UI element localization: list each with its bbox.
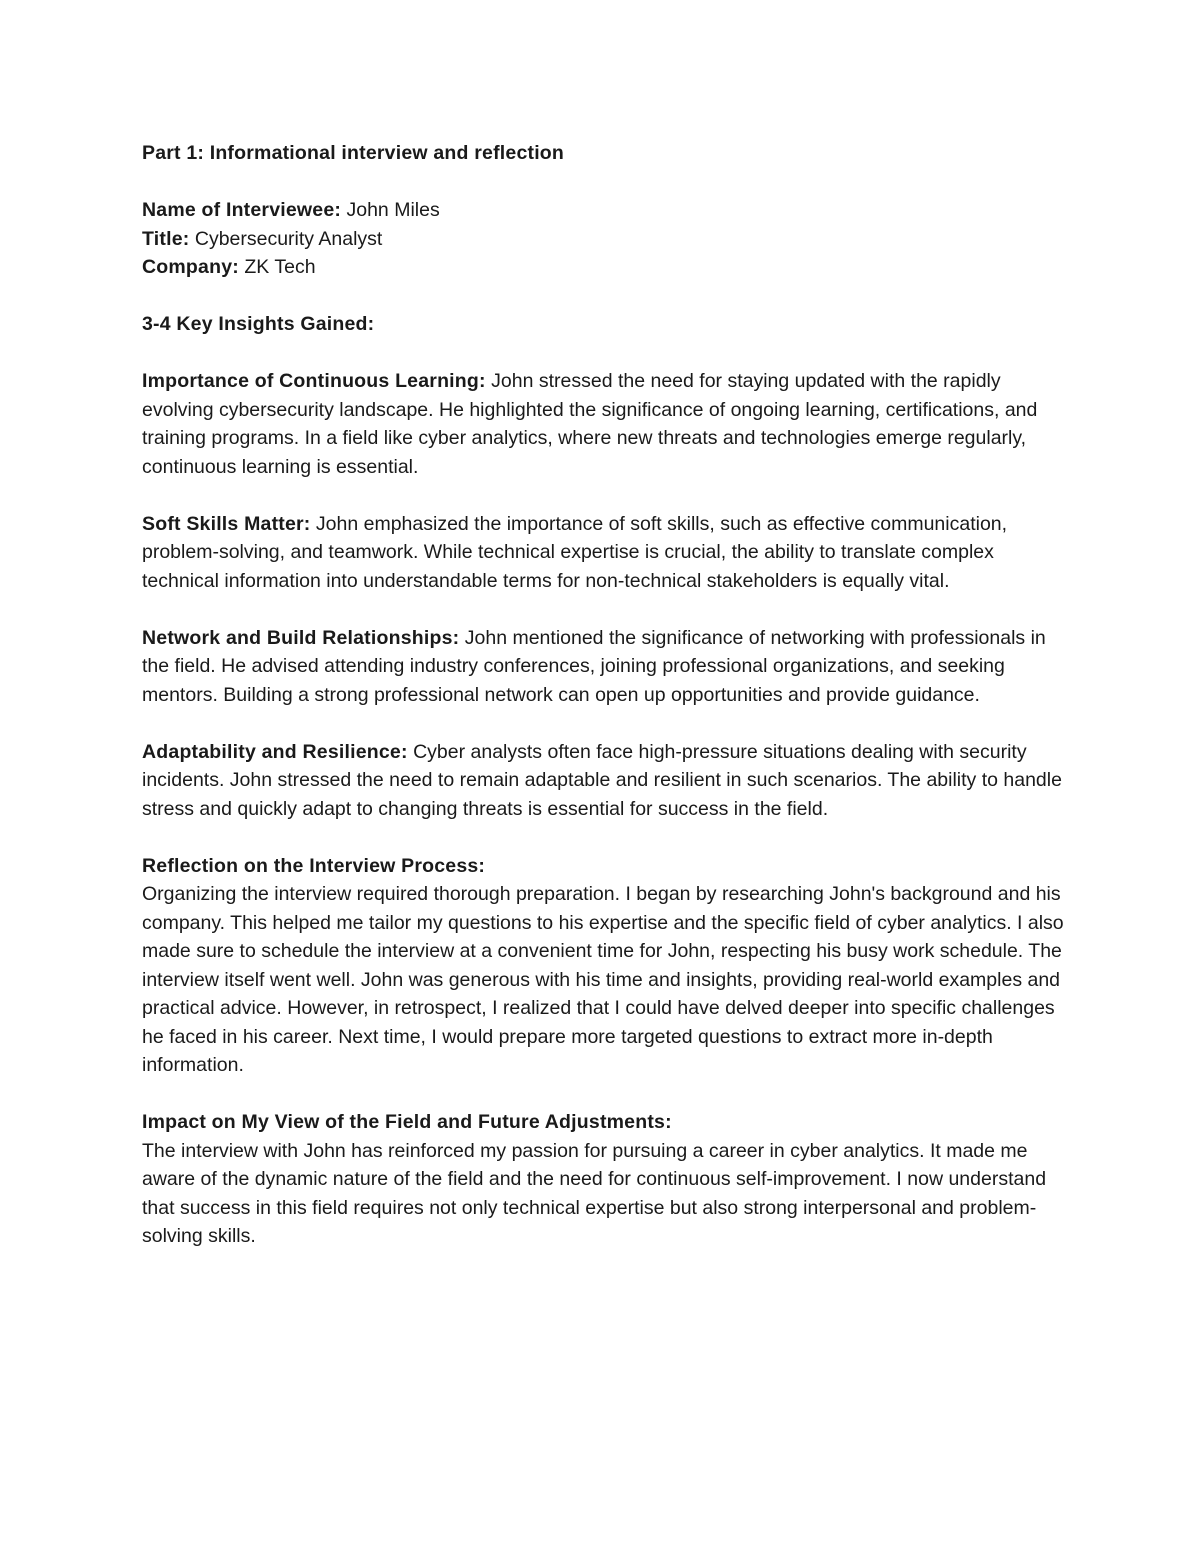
insight-text: John mentioned the significance of networking with professionals in the field. He advised attending industry conferences, joining professional organizations, and seeking mentors. Building a strong professional network can open up opportunities and provide guidance. [142,626,1046,706]
reflection-heading: Reflection on the Interview Process: [142,854,486,877]
interviewee-title-label: Title: [142,227,190,250]
interviewee-company-value: ZK Tech [238,256,316,278]
document-title: Part 1: Informational interview and reflection [142,142,565,164]
insight-text: Cyber analysts often face high-pressure situations dealing with security incidents. John stressed the need to remain adaptable and resilient in such scenarios. The ability to handle stress and quickly adapt to changing threats is essential for success in the field. [142,740,1062,820]
document-page [142,139,1067,1251]
insight-text: John emphasized the importance of soft skills, such as effective communication, problem-solving, and teamwork. While technical expertise is crucial, the ability to translate complex technical information into understandable terms for non-technical stakeholders is equally vital. [142,512,1008,592]
insights-heading: 3-4 Key Insights Gained: [142,313,375,335]
insight-text: John stressed the need for staying updated with the rapidly evolving cybersecurity landscape. He highlighted the significance of ongoing learning, certifications, and training programs. In a field like cyber analytics, where new threats and technologies emerge regularly, continuous learning is essential. [142,370,1038,478]
insight-paragraph [142,738,1067,824]
interviewee-company-label: Company: [142,256,239,278]
insight-label: Adaptability and Resilience: [142,740,408,763]
insight-paragraph [142,624,1067,710]
interviewee-name-line [142,196,1067,225]
interviewee-name-label: Name of Interviewee: [142,199,342,221]
interviewee-company-line [142,253,1067,282]
insight-label: Network and Build Relationships: [142,626,460,649]
interviewee-name-value: John Miles [341,199,440,221]
insight-paragraph [142,510,1067,596]
insight-label: Importance of Continuous Learning: [142,370,486,392]
interviewee-title-value: Cybersecurity Analyst [189,227,383,250]
impact-text: The interview with John has reinforced my passion for pursuing a career in cyber analytics. It made me aware of the dynamic nature of the field and the need for continuous self-improvement. I now understand that success in this field requires not only technical expertise but also strong interpersonal and problem-solving skills. [142,1139,1047,1247]
insight-label: Soft Skills Matter: [142,512,311,535]
impact-heading: Impact on My View of the Field and Future Adjustments: [142,1111,672,1133]
reflection-text: Organizing the interview required thorough preparation. I began by researching John's background and his company. This helped me tailor my questions to his expertise and the specific field of cyber analytics. I also made sure to schedule the interview at a convenient time for John, respecting his busy work schedule. The interview itself went well. John was generous with his time and insights, providing real-world examples and practical advice. However, in retrospect, I realized that I could have delved deeper into specific challenges he faced in his career. Next time, I would prepare more targeted questions to extract more in-depth information. [142,883,1064,1076]
interviewee-title-line [142,225,1067,254]
insight-paragraph [142,367,1067,481]
